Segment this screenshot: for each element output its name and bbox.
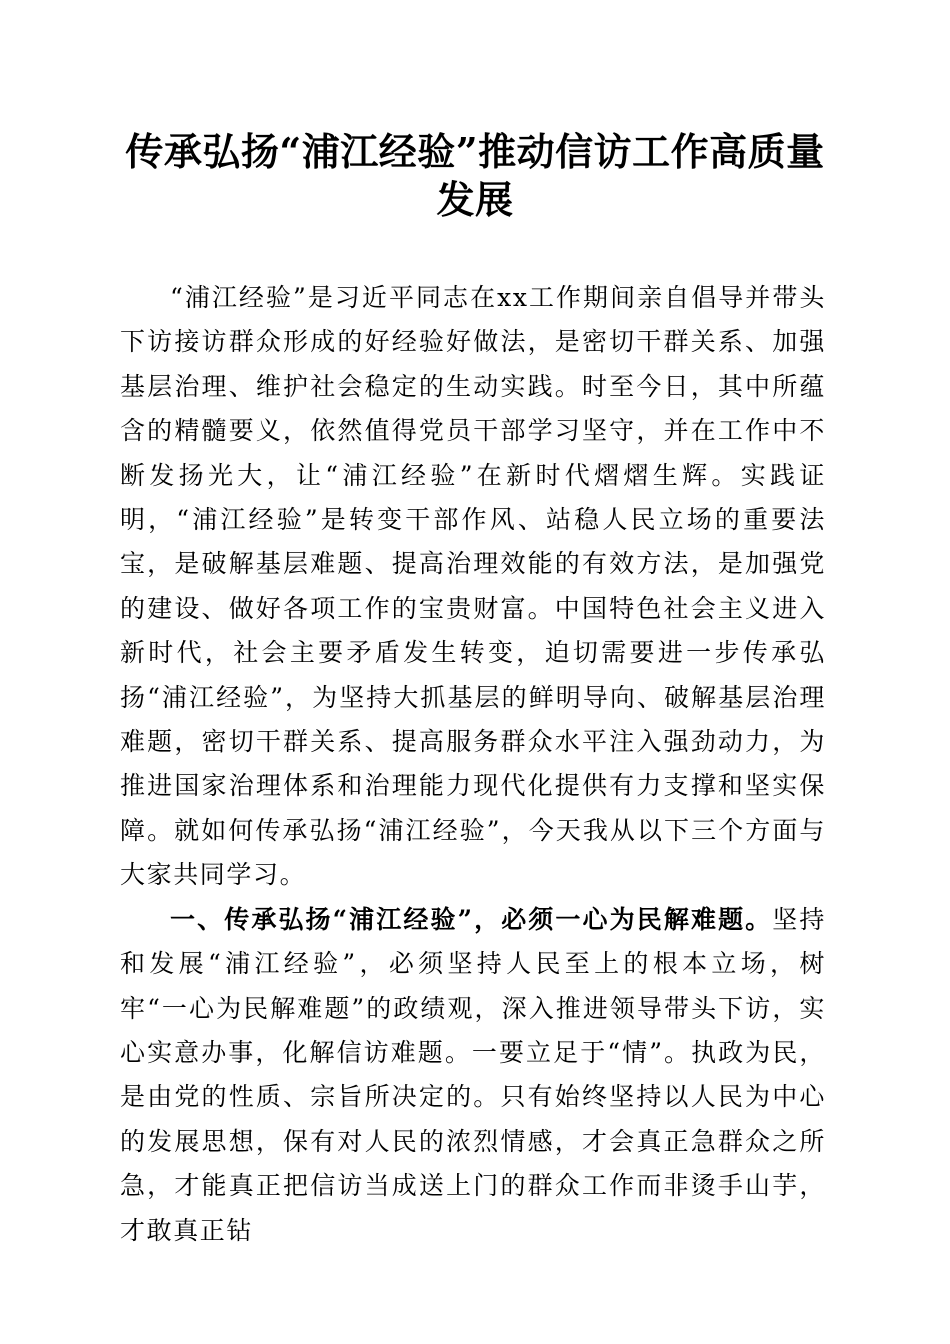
paragraph-text: “浦江经验”是习近平同志在xx工作期间亲自倡导并带头下访接访群众形成的好经验好做法，是密切干群关系、加强基层治理、维护社会稳定的生动实践。时至今日，其中所蕴含的精髓要义，依然值得党员干部学习坚守，并在工作中不断发扬光大，让“浦江经验”在新时代熠熠生辉。实践证明，“浦江经验”是转变干部作风、站稳人民立场的重要法宝，是破解基层难题、提高治理效能的有效方法，是加强党的建设、做好各项工作的宝贵财富。中国特色社会主义进入新时代，社会主要矛盾发生转变，迫切需要进一步传承弘扬“浦江经验”，为坚持大抓基层的鲜明导向、破解基层治理难题，密切干群关系、提高服务群众水平注入强劲动力，为推进国家治理体系和治理能力现代化提供有力支撑和坚实保障。就如何传承弘扬“浦江经验”，今天我从以下三个方面与大家共同学习。: [120, 283, 826, 890]
section-heading: 一、传承弘扬“浦江经验”，必须一心为民解难题。: [170, 904, 773, 934]
document-body: [120, 276, 826, 1253]
paragraph-text: 坚持和发展“浦江经验”，必须坚持人民至上的根本立场，树牢“一心为民解难题”的政绩观，深入推进领导带头下访，实心实意办事，化解信访难题。一要立足于“情”。执政为民，是由党的性质、宗旨所决定的。只有始终坚持以人民为中心的发展思想，保有对人民的浓烈情感，才会真正急群众之所急，才能真正把信访当成送上门的群众工作而非烫手山芋，才敢真正钻: [120, 904, 827, 1245]
document-title: 传承弘扬“浦江经验”推动信访工作高质量发展: [125, 129, 825, 222]
paragraph-section-one: [120, 898, 826, 1253]
paragraph-intro: [120, 276, 826, 898]
